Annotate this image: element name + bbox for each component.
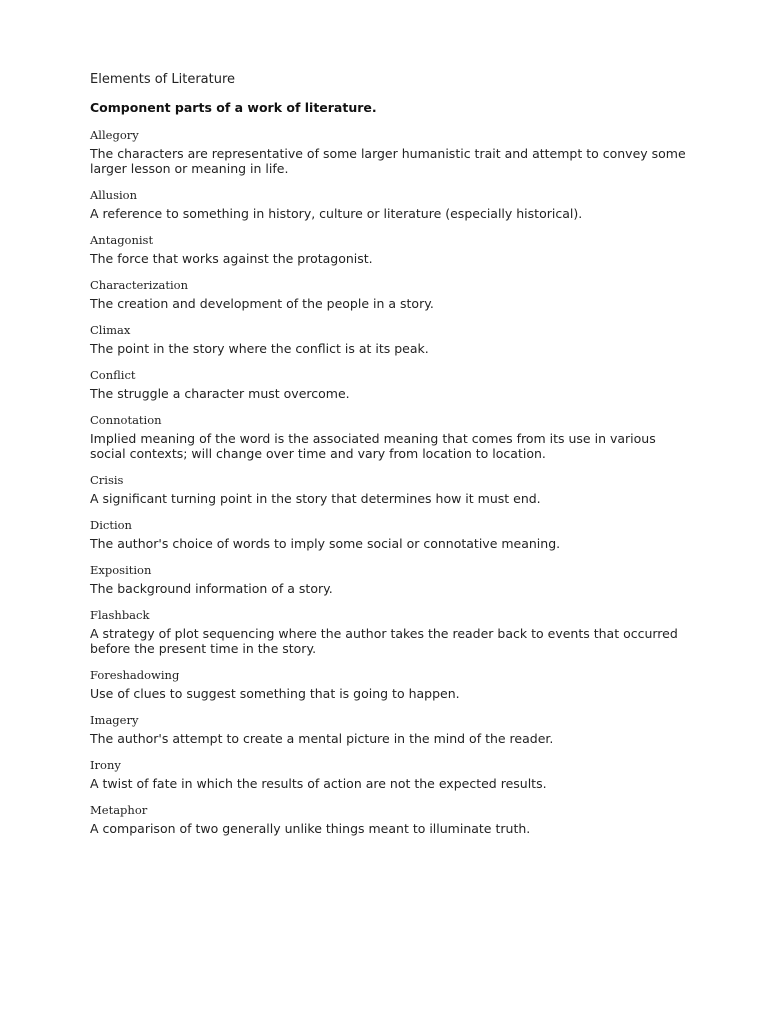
entry-irony (90, 758, 690, 791)
term-definition: A strategy of plot sequencing where the author takes the reader back to events that occurred before the present time in the story. (90, 626, 678, 656)
term-heading: Irony (90, 758, 121, 772)
term-definition: The creation and development of the people in a story. (90, 296, 434, 311)
entry-allusion (90, 188, 690, 221)
term-definition: Implied meaning of the word is the associated meaning that comes from its use in various social contexts; will change over time and vary from location to location. (90, 431, 656, 461)
term-heading: Characterization (90, 278, 189, 292)
term-definition: A significant turning point in the story that determines how it must end. (90, 491, 541, 506)
term-heading: Metaphor (90, 803, 148, 817)
term-heading: Imagery (90, 713, 139, 727)
term-heading: Climax (90, 323, 131, 337)
term-definition: A reference to something in history, culture or literature (especially historical). (90, 206, 583, 221)
term-definition: A comparison of two generally unlike things meant to illuminate truth. (90, 821, 531, 836)
entry-exposition (90, 563, 690, 596)
term-definition: The force that works against the protagonist. (90, 251, 373, 266)
term-definition: The author's choice of words to imply some social or connotative meaning. (90, 536, 561, 551)
entry-diction (90, 518, 690, 551)
entry-climax (90, 323, 690, 356)
term-definition: The struggle a character must overcome. (90, 386, 350, 401)
entry-antagonist (90, 233, 690, 266)
term-heading: Foreshadowing (90, 668, 180, 682)
entry-metaphor (90, 803, 690, 836)
term-definition: The characters are representative of some larger humanistic trait and attempt to convey some larger lesson or meaning in life. (90, 146, 686, 176)
term-heading: Conflict (90, 368, 136, 382)
term-heading: Allegory (90, 128, 139, 142)
term-definition: A twist of fate in which the results of action are not the expected results. (90, 776, 547, 791)
term-heading: Diction (90, 518, 132, 532)
term-heading: Crisis (90, 473, 124, 487)
document-content (90, 72, 690, 848)
term-definition: Use of clues to suggest something that is going to happen. (90, 686, 460, 701)
entry-crisis (90, 473, 690, 506)
term-heading: Antagonist (90, 233, 154, 247)
term-definition: The author's attempt to create a mental picture in the mind of the reader. (90, 731, 554, 746)
term-definition: The background information of a story. (90, 581, 333, 596)
document-subtitle: Component parts of a work of literature. (90, 100, 377, 115)
term-heading: Allusion (90, 188, 137, 202)
entry-flashback (90, 608, 690, 656)
document-title: Elements of Literature (90, 72, 236, 87)
term-definition: The point in the story where the conflict is at its peak. (90, 341, 429, 356)
term-heading: Flashback (90, 608, 150, 622)
term-heading: Connotation (90, 413, 162, 427)
entry-connotation (90, 413, 690, 461)
entry-allegory (90, 128, 690, 176)
entry-conflict (90, 368, 690, 401)
term-heading: Exposition (90, 563, 152, 577)
entry-imagery (90, 713, 690, 746)
entry-characterization (90, 278, 690, 311)
entry-foreshadowing (90, 668, 690, 701)
